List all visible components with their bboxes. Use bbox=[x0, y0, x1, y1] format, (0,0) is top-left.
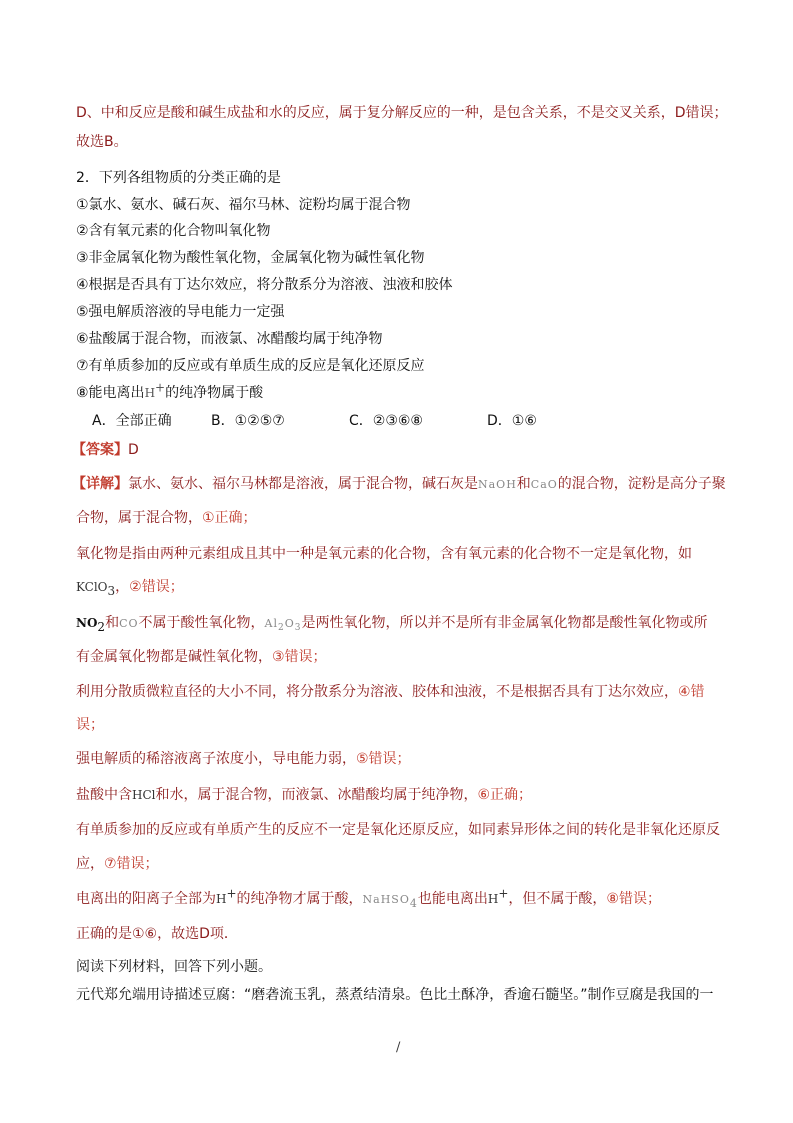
co-formula: CO bbox=[119, 617, 139, 630]
detail-line-10 bbox=[76, 786, 532, 804]
answer-line bbox=[72, 441, 139, 459]
detail-line-4 bbox=[76, 578, 184, 596]
detail-text: ，但不属于酸， bbox=[508, 891, 607, 907]
statement-3: ③非金属氧化物为酸性氧化物，金属氧化物为碱性氧化物 bbox=[76, 250, 425, 266]
nahso4-formula: NaHSO bbox=[362, 893, 410, 906]
question-2-stem: 2．下列各组物质的分类正确的是 bbox=[76, 170, 281, 186]
detail-text: 不属于酸性氧化物， bbox=[138, 615, 265, 631]
detail-text: 和 bbox=[105, 615, 120, 631]
detail-line-8 bbox=[76, 716, 104, 734]
detail-line-3: 氧化物是指由两种元素组成且其中一种是氧元素的化合物，含有氧元素的化合物不一定是氧化物，如 bbox=[76, 546, 692, 562]
h-ion-charge: + bbox=[155, 380, 166, 395]
al2o3-formula: $Al_2O_3$ bbox=[264, 617, 302, 634]
judgement-2: ②错误； bbox=[129, 579, 184, 595]
detail-line-11: 有单质参加的反应或有单质产生的反应不一定是氧化还原反应，如同素异形体之间的转化是非氧化还原反 bbox=[76, 822, 720, 838]
detail-line-6 bbox=[76, 648, 327, 666]
detail-line-12 bbox=[76, 855, 159, 873]
detail-text: 是两性氧化物，所以并不是所有非金属氧化物都是酸性氧化物或所 bbox=[301, 615, 708, 631]
kclo3-formula: KClO bbox=[76, 580, 108, 594]
h-ion-charge: + bbox=[226, 886, 237, 901]
statement-5: ⑤强电解质溶液的导电能力一定强 bbox=[76, 304, 285, 320]
statement-1: ①氯水、氨水、碱石灰、福尔马林、淀粉均属于混合物 bbox=[76, 197, 411, 213]
kclo3-subscript: 3 bbox=[107, 583, 116, 598]
statement-8-prefix: ⑧能电离出 bbox=[76, 385, 145, 401]
conclusion-line: 正确的是①⑥，故选D项． bbox=[76, 926, 238, 942]
naoh-formula: NaOH bbox=[478, 478, 517, 491]
statement-4: ④根据是否具有丁达尔效应，将分散系分为溶液、浊液和胶体 bbox=[76, 277, 453, 293]
no2-subscript: 2 bbox=[97, 619, 106, 634]
judgement-3: ③错误； bbox=[272, 649, 327, 665]
detail-text: 和水，属于混合物，而液氯、冰醋酸均属于纯净物， bbox=[155, 787, 478, 803]
detail-text: 和 bbox=[516, 476, 531, 492]
detail-tag: 【详解】 bbox=[72, 476, 128, 492]
detail-line-1 bbox=[72, 475, 726, 494]
nahso4-subscript: 4 bbox=[409, 896, 418, 910]
cao-formula: CaO bbox=[530, 478, 558, 491]
detail-line-2 bbox=[76, 509, 257, 527]
detail-text: 电离出的阳离子全部为 bbox=[76, 891, 216, 907]
detail-text: 的纯净物才属于酸， bbox=[236, 891, 363, 907]
reading-instruction: 阅读下列材料，回答下列小题。 bbox=[76, 959, 272, 975]
judgement-7: ⑦错误； bbox=[104, 856, 159, 872]
judgement-4: ④错 bbox=[678, 684, 705, 700]
judgement-5: ⑤错误； bbox=[356, 751, 411, 767]
judgement-6: ⑥正确； bbox=[477, 787, 533, 803]
choose-b-line: 故选B。 bbox=[76, 134, 128, 150]
answer-value: D bbox=[128, 442, 139, 458]
statement-7: ⑦有单质参加的反应或有单质生成的反应是氧化还原反应 bbox=[76, 358, 425, 374]
detail-text: ， bbox=[115, 579, 130, 595]
hcl-formula: HCl bbox=[132, 788, 156, 802]
detail-text: 氯水、氨水、福尔马林都是溶液，属于混合物，碱石灰是 bbox=[128, 476, 478, 492]
explanation-d-line: D、中和反应是酸和碱生成盐和水的反应，属于复分解反应的一种，是包含关系，不是交叉关系，D错误； bbox=[76, 105, 728, 121]
option-a[interactable]: A．全部正确 bbox=[92, 413, 172, 429]
detail-text: 强电解质的稀溶液离子浓度小，导电能力弱， bbox=[76, 751, 356, 767]
detail-line-5 bbox=[76, 614, 707, 633]
h-ion-charge: + bbox=[498, 886, 509, 901]
option-b[interactable]: B．①②⑤⑦ bbox=[211, 413, 285, 429]
h-ion-formula: H bbox=[216, 892, 227, 906]
h-ion-formula: H bbox=[144, 386, 156, 400]
detail-text: 盐酸中含 bbox=[76, 787, 132, 803]
detail-text: 也能电离出 bbox=[417, 891, 488, 907]
option-d[interactable]: D．①⑥ bbox=[487, 413, 537, 429]
page-number: / bbox=[396, 1040, 401, 1055]
no2-formula: NO bbox=[76, 616, 98, 630]
judgement-8: ⑧错误； bbox=[606, 891, 661, 907]
judgement-1: ①正确； bbox=[202, 510, 257, 526]
statement-2: ②含有氧元素的化合物叫氧化物 bbox=[76, 223, 271, 239]
detail-text: 利用分散质微粒直径的大小不同，将分散系分为溶液、胶体和浊液，不是根据否具有丁达尔效应， bbox=[76, 684, 678, 700]
judgement-4-cont: 误； bbox=[76, 717, 104, 733]
detail-line-13 bbox=[76, 886, 661, 910]
statement-6: ⑥盐酸属于混合物，而液氯、冰醋酸均属于纯净物 bbox=[76, 331, 383, 347]
detail-text: 的混合物，淀粉是高分子聚 bbox=[557, 476, 726, 492]
detail-text: 应， bbox=[76, 856, 104, 872]
answer-tag: 【答案】 bbox=[72, 442, 128, 458]
detail-line-9 bbox=[76, 750, 411, 768]
option-c[interactable]: C．②③⑥⑧ bbox=[349, 413, 423, 429]
detail-text: 合物，属于混合物， bbox=[76, 510, 202, 526]
statement-8-suffix: 的纯净物属于酸 bbox=[165, 385, 264, 401]
detail-line-7 bbox=[76, 683, 705, 701]
h-ion-formula: H bbox=[487, 892, 499, 906]
statement-8 bbox=[76, 380, 264, 402]
reading-passage: 元代郑允端用诗描述豆腐：“磨砻流玉乳，蒸煮结清泉。色比土酥净，香逾石髓坚。”制作豆腐是我国的一 bbox=[76, 987, 714, 1003]
detail-text: 有金属氧化物都是碱性氧化物， bbox=[76, 649, 272, 665]
